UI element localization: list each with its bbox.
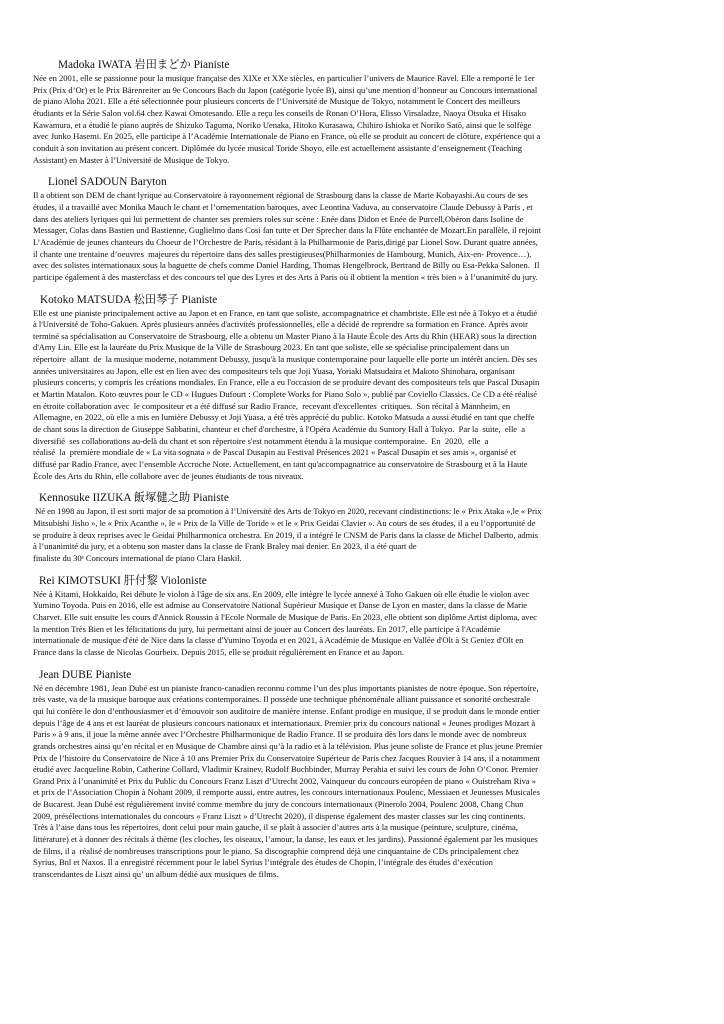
bio-line: participe également à des masterclass et des concours tel que des Lyres et des Arts à Paris où il obtient la mention « très bien » à l’unanimité du jury. bbox=[33, 271, 538, 282]
bio-line: Mitsubishi Jisho », le « Prix Acanthe », le « Prix de la Ville de Toride » et le « Prix Geidai Clavier ». Au cours de ses études, il a eu l’opportunité de bbox=[33, 518, 536, 528]
bio-line: de chant sous la direction de Giuseppe Sabbatini, chanteur et chef d'orchestre, à l'Opéra Académie du Suntory Hall à Tokyo. Par la suite, elle a bbox=[33, 424, 526, 435]
artist-bio bbox=[33, 574, 695, 659]
bio-line: Née en 2001, elle se passionne pour la musique française des XIXe et XXe siècles, en particulier l’univers de Maurice Ravel. Elle a remporté le 1er bbox=[33, 73, 535, 83]
bio-line: Né en 1998 au Japon, il est sorti major de sa promotion à l’Université des Arts de Tokyo en 2020, recevant cindistinctions: le « Prix Ataka »,le « Prix bbox=[33, 506, 542, 517]
bio-line: transcendantes de Liszt ainsi qu’ un album dédié aux musiques de films. bbox=[33, 869, 279, 880]
bio-line: Grand Prix à l’unanimité et Prix du Public du Concours Franz Liszt d’Utrecht 2002, Vainqueur du concours européen de piano « Ouistreham Riva » bbox=[33, 775, 537, 786]
bio-line: études, il a travaillé avec Monika Mauch le chant et l’ornementation baroques, avec Leontina Vaduva, au conservatoire Claude Debussy à Paris , et bbox=[33, 201, 533, 212]
bio-line: qui lui confère le don d’enthousiasmer et d’émouvoir son auditoire de manière intense. Enfant prodige en musique, il se produit dans le monde entier bbox=[33, 705, 540, 716]
bio-line: Prix (Prix d’Or) et le Prix Bärenreiter au 9e Concours Bach du Japon (catégorie lycée B), ainsi qu’une mention d’honneur au Concours international bbox=[33, 84, 538, 95]
bio-line: littérature) et à donner des récitals à thème (les cloches, les oiseaux, l’amour, la danse, les eaux et les jardins). Passionné également par les musiques bbox=[33, 834, 538, 845]
bio-line: et prix de l’Association Chopin à Nohant 2009, il remporte aussi, entre autres, les concours internationaux Poulenc, Messiaen et Jeunesses Musicales bbox=[33, 787, 540, 798]
bio-line: très vaste, va de la musique baroque aux créations contemporaines. Il possède une technique phénoménale alliant puissance et sonorité orchestrale bbox=[33, 694, 531, 705]
bio-line: Paris » à 9 ans, il joue la même année avec l’Orchestre Philharmonique de Radio France. Il se produira dès lors dans le monde avec de nombreux bbox=[33, 729, 527, 740]
bio-line: diffusé par Radio France, avec l’ensemble Accroche Note. Actuellement, en tant qu'accompagnatrice au conservatoire de Strasbourg et à la Haute bbox=[33, 459, 528, 470]
artist-biography bbox=[33, 308, 695, 483]
bio-line: étudiants et la Série Salon vol.64 chez Kawai Omotesando. Elle a reçu les conseils de Ronan O’Hora, Elisso Virsaladze, Naoya Otsuka et Hisako bbox=[33, 107, 527, 118]
bio-line: Charvet. Elle suit ensuite les cours d'Annick Roussin à l'Ecole Normale de Musique de Paris. En 2023, elle obtient son diplôme Artist diploma, avec bbox=[33, 611, 538, 622]
artist-bio bbox=[33, 175, 695, 283]
bio-line: dans des ateliers lyriques qui lui permettent de chanter ses premiers roles sur scène : Enée dans Didon et Enée de Purcell,Obéron dans Isoline de bbox=[33, 213, 524, 224]
bio-line: de Bucarest. Jean Dubé est régulièrement invité comme membre du jury de concours internationaux (Pinerolo 2004, Poulenc 2008, Chang Chun bbox=[33, 799, 524, 810]
bio-line: étudié avec Jacqueline Robin, Catherine Collard, Vladimir Krainev, Rudolf Buchbinder, Murray Perahia et suivi les cours de John O’Conor. Premier bbox=[33, 764, 538, 775]
artist-bio bbox=[33, 491, 695, 564]
artist-biography bbox=[33, 506, 695, 564]
artist-bio bbox=[33, 58, 695, 166]
artist-biography bbox=[33, 589, 695, 659]
artist-name: Kotoko MATSUDA 松田琴子 Pianiste bbox=[40, 293, 218, 306]
bio-line: École des Arts du Rhin, elle collabore avec de jeunes étudiants de tous niveaux. bbox=[33, 470, 304, 481]
bio-line: avec des solistes internationaux sous la baguette de chefs comme Daniel Harding, Thomas Hengelbrock, Bertrand de Billy ou Esa-Pekka Salonen. Il bbox=[33, 260, 540, 271]
artist-biography bbox=[33, 73, 695, 166]
bio-line: internationale de musique d'été de Nice dans la classe d'Yumino Toyoda et en 2021, à Académie de Musique en Vallée d'Olt à St Geniez d'Olt en bbox=[33, 635, 524, 646]
bio-line: il chante une trentaine d’oeuvres majeures du répertoire dans des salles prestigieuses(Philharmonies de Hambourg, Munich, Aix-en- Provence…), bbox=[33, 248, 532, 259]
artist-name: Jean DUBE Pianiste bbox=[39, 668, 132, 681]
bio-line: se produire à deux reprises avec le Geidai Philharmonica orchestra. En 2019, il a intégré le CNSM de Paris dans la classe de Michel Dalberto, admis bbox=[33, 529, 538, 540]
bio-line: réalisé la première mondiale de « La vita sognata » de Pascal Dusapin au Festival Présences 2021 « Pascal Dusapin et ses amis », organisé et bbox=[33, 447, 517, 458]
bio-line: Messager, Colas dans Bastien und Bastienne, Guglielmo dans Cosi fan tutte et Der Sprecher dans la Flûte enchantée de Mozart.En parallèle, il rejoint bbox=[33, 225, 541, 236]
bio-line: d'Amy Lin. Elle est la lauréate du Prix Musique de la Ville de Strasbourg 2023. En tant que soliste, elle se spécialise principalement dans un bbox=[33, 342, 510, 353]
bio-line: Assistant) en Master à l’Université de Musique de Tokyo. bbox=[33, 154, 230, 165]
bio-line: Allemagne, en 2022, où elle a mis en lumière Debussy et Joji Yuasa, a été très apprécié du public. Kotoko Matsuda a aussi étudié en tant que cheffe bbox=[33, 412, 535, 423]
bio-line: France dans la classe de Nicolas Gourbeix. Depuis 2015, elle se produit régulièrement en France et au Japon. bbox=[33, 646, 404, 657]
bio-line: répertoire allant de la musique moderne, notamment Debussy, jusqu'à la musique contemporaine pour laquelle elle porte un intérêt ancien. Dès ses bbox=[33, 354, 538, 365]
bio-line: Yumino Toyoda. Puis en 2016, elle est admise au Conservatoire National Supérieur Musique et Danse de Lyon en master, dans la classe de Marie bbox=[33, 600, 528, 611]
bio-line: à l'Université de Toho-Gakuen. Après plusieurs années d'activités professionnelles, elle a décidé de reprendre sa formation en France. Après avoir bbox=[33, 319, 528, 330]
bio-line: plusieurs concerts, y compris les créations mondiales. En France, elle a eu l'occasion de se produire devant des compositeurs tels que Pascal Dusapin bbox=[33, 377, 540, 388]
bio-line: Elle est une pianiste principalement active au Japon et en France, en tant que soliste, accompagnatrice et chambriste. Elle est née à Tokyo et a étudié bbox=[33, 307, 538, 318]
artist-name: Lionel SADOUN Baryton bbox=[48, 176, 167, 189]
bio-line: Né en décembre 1981, Jean Dubé est un pianiste franco-canadien reconnu comme l’un des plus importants pianistes de notre époque. Son répertoire, bbox=[33, 682, 539, 693]
artist-biography bbox=[33, 190, 695, 283]
bio-line: Née à Kitami, Hokkaido, Rei débute le violon à l'âge de six ans. En 2009, elle intègre le lycée annexé à Toho Gakuen où elle étudie le violon avec bbox=[33, 588, 530, 599]
bio-line: la mention Très Bien et les félicitations du jury, lui permettant ainsi de jouer au Concert des lauréats. En 2017, elle participe à l'Académie bbox=[33, 623, 501, 634]
bio-line: conduit à son invitation au présent concert. Diplômée du lycée musical Toride Shoyo, elle est actuellement assistante d’enseignement (Teaching bbox=[33, 142, 522, 153]
bio-line: de films, il a réalisé de nombreuses transcriptions pour le piano. Sa discographie comprend déjà une cinquantaine de CDs principalement chez bbox=[33, 845, 519, 856]
bio-line: en étroite collaboration avec le compositeur et a été diffusé sur Radio France, recevant d'excellentes critiques. Son récital à Mannheim, en bbox=[33, 400, 511, 411]
bio-line: L’Académie de jeunes chanteurs du Choeur de l’Orchestre de Paris, résidant à la Philharmonie de Paris,dirigé par Lionel Sow. Durant quatre années, bbox=[33, 236, 538, 247]
bio-line: de piano Aloha 2021. Elle a été sélectionnée pour plusieurs concerts de l’Université de Musique de Tokyo, notamment le Concert des meilleurs bbox=[33, 96, 521, 107]
bio-line: avec Junko Hasemi. En 2025, elle participe à l’Académie Internationale de Piano en France, où elle se produit au concert de clôture, expérience qui a bbox=[33, 131, 541, 142]
artist-name: Madoka IWATA 岩田まどか Pianiste bbox=[58, 59, 230, 71]
bio-line: Kawamura, et a étudié le piano auprès de Shizuko Taguma, Noriko Uenaka, Hitoko Kurasawa, Chihiro Ishioka et Noriko Satō, ainsi que le solfège bbox=[33, 119, 532, 130]
bio-line: et Martin Matalon. Koto œuvres pour le CD « Hugues Dufourt : Complete Works for Piano Solo », publié par Coviello Classics. Ce CD a été réalisé bbox=[33, 389, 538, 400]
bio-line: années universitaires au Japon, elle est en lien avec des compositeurs tels que Joji Yuasa, Yoriaki Matsudaira et Makoto Shinohara, organisant bbox=[33, 365, 515, 376]
artist-name: Rei KIMOTSUKI 肝付黎 Violoniste bbox=[39, 574, 207, 587]
bio-line: terminé sa spécialisation au Conservatoire de Strasbourg, elle a obtenu un Master Piano à la Haute École des Arts du Rhin (HEAR) sous la direction bbox=[33, 330, 537, 341]
bio-line: depuis l’âge de 4 ans et est lauréat de plusieurs concours nationaux et internationaux. Premier prix du concours national « Jeunes prodiges Mozart à bbox=[33, 717, 536, 728]
bio-line: Il a obtient son DEM de chant lyrique au Conservatoire à rayonnement régional de Strasbourg dans la classe de Marie Kobayashi.Au cours de ses bbox=[33, 190, 528, 201]
artist-biography bbox=[33, 683, 695, 881]
artist-bio bbox=[33, 668, 695, 881]
bio-line: 2009, présélections internationales du concours « Franz Liszt » d’Utrecht 2020), il dispense également des master classes sur les cinq continents. bbox=[33, 810, 526, 821]
bio-line: Prix de l’histoire du Conservatoire de Nice à 10 ans Premier Prix du Conservatoire Supérieur de Paris chez Jacques Rouvier à 14 ans, il a notamment bbox=[33, 752, 540, 763]
artist-bio bbox=[33, 293, 695, 483]
document-body bbox=[33, 58, 695, 890]
bio-line: finaliste du 30ᵉ Concours international de piano Clara Haskil. bbox=[33, 552, 242, 563]
bio-line: Très à l’aise dans tous les répertoires, dont celui pour main gauche, il se plaît à associer d’autres arts à la musique (peinture, sculpture, cinéma, bbox=[33, 822, 518, 833]
bio-line: grands orchestres ainsi qu’en récital et en Musique de Chambre ainsi qu’à la radio et à la télévision. Plus jeune soliste de France et plus jeune Premier bbox=[33, 740, 543, 751]
bio-line: diversifié ses collaborations au-delà du chant et son répertoire s'est notamment étendu à la musique contemporaine. En 2020, elle a bbox=[33, 435, 489, 446]
bio-line: Syrius, Bnl et Naxos. Il a enregistré récemment pour le label Syrius l’intégrale des études de Chopin, l’intégrale des études d’exécution bbox=[33, 857, 493, 868]
artist-name: Kennosuke IIZUKA 飯塚健之助 Pianiste bbox=[39, 492, 229, 505]
bio-line: à l’unanimité du jury, et a obtenu son master dans la classe de Frank Braley mai denier. En 2023, il a été quart de bbox=[33, 541, 417, 552]
